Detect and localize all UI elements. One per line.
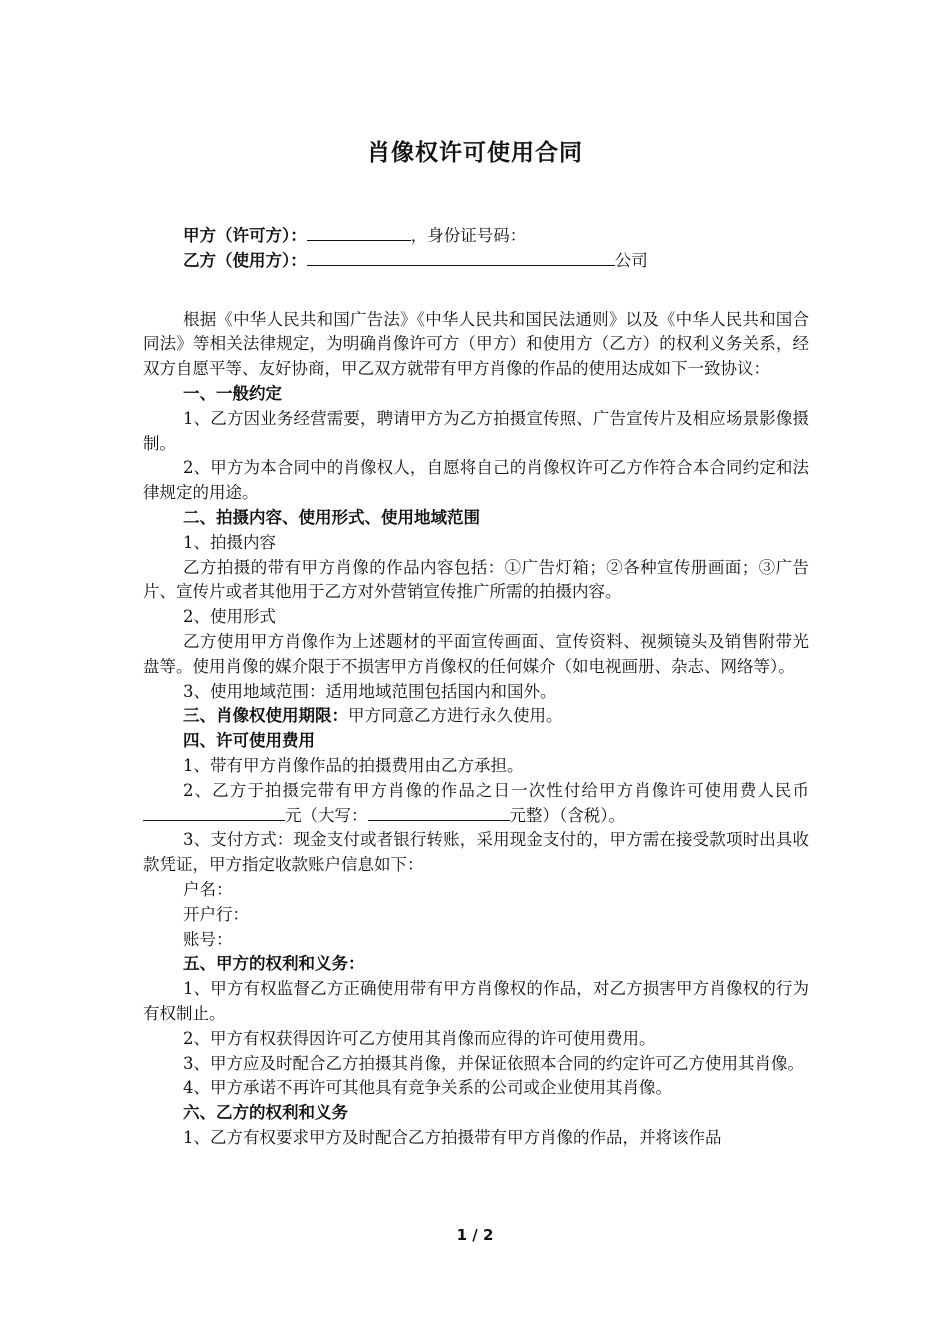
account-number-label: 账号： xyxy=(183,929,233,949)
party-a-name-blank xyxy=(307,225,411,241)
section-4-para-1: 1、带有甲方肖像作品的拍摄费用由乙方承担。 xyxy=(183,755,524,775)
party-a-line xyxy=(143,224,809,249)
section-6-heading: 六、乙方的权利和义务 xyxy=(183,1103,348,1123)
party-b-name-blank xyxy=(307,250,615,266)
section-6-para-1: 1、乙方有权要求甲方及时配合乙方拍摄带有甲方肖像的作品，并将该作品 xyxy=(183,1127,722,1147)
section-5-heading: 五、甲方的权利和义务： xyxy=(183,954,365,974)
party-a-label: 甲方（许可方）： xyxy=(183,226,307,245)
section-2-sub-2: 2、使用形式 xyxy=(183,607,276,627)
section-5-para-2: 2、甲方有权获得因许可乙方使用其肖像而应得的许可使用费用。 xyxy=(183,1028,656,1048)
intro-paragraph: 根据《中华人民共和国广告法》《中华人民共和国民法通则》以及《中华人民共和国合同法》等相关法律规定，为明确肖像许可方（甲方）和使用方（乙方）的权利义务关系，经双方自愿平等、友好协商，甲乙双方就带有甲方肖像的作品的使用达成如下一致协议： xyxy=(143,309,809,379)
section-1-para-1: 1、乙方因业务经营需要，聘请甲方为乙方拍摄宣传照、广告宣传片及相应场景影像摄制。 xyxy=(143,408,809,453)
document-title: 肖像权许可使用合同 xyxy=(367,140,583,166)
party-a-id-label: ，身份证号码： xyxy=(410,226,527,245)
section-2-para-3: 3、使用地域范围：适用地域范围包括国内和国外。 xyxy=(183,681,557,701)
fee-amount-blank xyxy=(143,805,285,821)
section-2-heading: 二、拍摄内容、使用形式、使用地域范围 xyxy=(183,507,480,527)
section-5-para-4: 4、甲方承诺不再许可其他具有竞争关系的公司或企业使用其肖像。 xyxy=(183,1078,672,1098)
document-body xyxy=(143,224,809,1151)
page-number: 1 / 2 xyxy=(456,1226,494,1244)
section-5-para-3: 3、甲方应及时配合乙方拍摄其肖像，并保证依照本合同的约定许可乙方使用其肖像。 xyxy=(183,1053,804,1073)
section-2-sub-1: 1、拍摄内容 xyxy=(183,532,276,552)
party-b-line xyxy=(143,249,809,274)
section-3-text: 甲方同意乙方进行永久使用。 xyxy=(348,706,563,726)
fee-uppercase-blank xyxy=(368,805,510,821)
section-4-para-2 xyxy=(143,779,809,829)
party-b-label: 乙方（使用方）： xyxy=(183,250,307,270)
section-3-line xyxy=(143,704,809,729)
party-b-suffix: 公司 xyxy=(614,250,648,270)
section-4-heading: 四、许可使用费用 xyxy=(183,731,315,751)
section-2-para-2: 乙方使用甲方肖像作为上述题材的平面宣传画面、宣传资料、视频镜头及销售附带光盘等。使用肖像的媒介限于不损害甲方肖像权的任何媒介（如电视画册、杂志、网络等）。 xyxy=(143,631,809,676)
section-1-heading: 一、一般约定 xyxy=(183,383,282,403)
fee-text-c: 元整）（含税）。 xyxy=(509,805,625,825)
account-name-label: 户名： xyxy=(183,879,233,899)
fee-text-a: 2、乙方于拍摄完带有甲方肖像的作品之日一次性付给甲方肖像许可使用费人民币 xyxy=(183,780,809,800)
section-1-para-2: 2、甲方为本合同中的肖像权人，自愿将自己的肖像权许可乙方作符合本合同约定和法律规定的用途。 xyxy=(143,458,809,503)
section-5-para-1: 1、甲方有权监督乙方正确使用带有甲方肖像权的作品，对乙方损害甲方肖像权的行为有权制止。 xyxy=(143,979,809,1023)
fee-text-b: 元（大写： xyxy=(285,805,368,825)
bank-label: 开户行： xyxy=(183,904,249,924)
section-3-heading: 三、肖像权使用期限： xyxy=(183,706,348,726)
section-2-para-1: 乙方拍摄的带有甲方肖像的作品内容包括：①广告灯箱；②各种宣传册画面；③广告片、宣传片或者其他用于乙方对外营销宣传推广所需的拍摄内容。 xyxy=(143,557,809,602)
section-4-para-3: 3、支付方式：现金支付或者银行转账，采用现金支付的，甲方需在接受款项时出具收款凭证，甲方指定收款账户信息如下： xyxy=(143,830,809,875)
